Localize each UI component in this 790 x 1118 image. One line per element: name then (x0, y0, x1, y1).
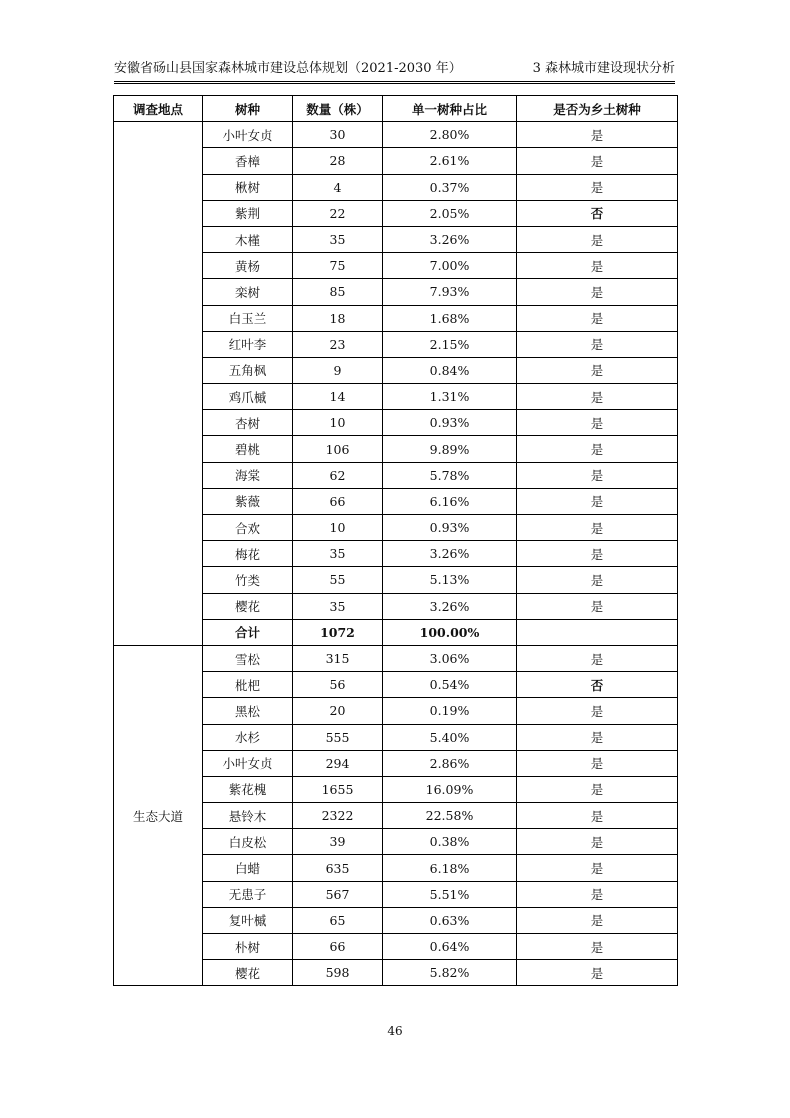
share-cell: 5.40% (383, 724, 517, 750)
share-cell: 0.38% (383, 829, 517, 855)
share-cell: 0.93% (383, 410, 517, 436)
survey-site-cell: 生态大道 (114, 645, 203, 985)
native-cell: 是 (517, 881, 678, 907)
table-row (114, 645, 678, 671)
species-cell: 鸡爪槭 (203, 384, 293, 410)
share-cell: 3.06% (383, 645, 517, 671)
share-cell: 3.26% (383, 593, 517, 619)
count-cell: 598 (293, 960, 383, 986)
species-cell: 无患子 (203, 881, 293, 907)
species-cell: 白玉兰 (203, 305, 293, 331)
share-cell: 3.26% (383, 541, 517, 567)
native-cell: 是 (517, 567, 678, 593)
share-cell: 0.93% (383, 515, 517, 541)
native-cell: 是 (517, 960, 678, 986)
share-cell: 0.63% (383, 907, 517, 933)
share-cell: 0.37% (383, 174, 517, 200)
page-number: 46 (387, 1024, 403, 1038)
native-cell: 是 (517, 907, 678, 933)
species-cell: 海棠 (203, 462, 293, 488)
table-header-row (114, 96, 678, 122)
share-cell: 5.13% (383, 567, 517, 593)
count-cell: 315 (293, 645, 383, 671)
native-cell: 是 (517, 174, 678, 200)
native-cell: 是 (517, 515, 678, 541)
count-cell: 28 (293, 148, 383, 174)
count-cell: 635 (293, 855, 383, 881)
share-cell: 2.80% (383, 122, 517, 148)
share-cell: 3.26% (383, 226, 517, 252)
count-cell: 2322 (293, 803, 383, 829)
column-header: 树种 (203, 96, 293, 122)
native-cell: 是 (517, 305, 678, 331)
native-cell: 否 (517, 200, 678, 226)
count-cell: 106 (293, 436, 383, 462)
native-cell: 是 (517, 410, 678, 436)
species-cell: 红叶李 (203, 331, 293, 357)
count-cell: 66 (293, 934, 383, 960)
column-header: 是否为乡土树种 (517, 96, 678, 122)
count-cell: 65 (293, 907, 383, 933)
count-cell: 85 (293, 279, 383, 305)
species-cell: 白蜡 (203, 855, 293, 881)
native-cell: 是 (517, 122, 678, 148)
native-cell: 是 (517, 148, 678, 174)
count-cell: 10 (293, 410, 383, 436)
share-cell: 9.89% (383, 436, 517, 462)
native-cell: 是 (517, 803, 678, 829)
native-cell: 是 (517, 488, 678, 514)
share-cell: 0.19% (383, 698, 517, 724)
species-cell: 五角枫 (203, 357, 293, 383)
count-cell: 30 (293, 122, 383, 148)
native-cell: 是 (517, 829, 678, 855)
share-cell: 0.54% (383, 672, 517, 698)
count-cell: 567 (293, 881, 383, 907)
species-cell: 杏树 (203, 410, 293, 436)
count-cell: 35 (293, 541, 383, 567)
share-cell: 5.51% (383, 881, 517, 907)
share-cell: 7.00% (383, 253, 517, 279)
count-cell: 66 (293, 488, 383, 514)
share-cell: 7.93% (383, 279, 517, 305)
tree-survey-table (113, 95, 678, 986)
count-cell: 39 (293, 829, 383, 855)
species-cell: 复叶槭 (203, 907, 293, 933)
species-cell: 栾树 (203, 279, 293, 305)
species-cell: 梅花 (203, 541, 293, 567)
native-cell: 是 (517, 750, 678, 776)
species-cell: 樱花 (203, 960, 293, 986)
native-cell: 是 (517, 436, 678, 462)
share-cell: 1.31% (383, 384, 517, 410)
column-header: 单一树种占比 (383, 96, 517, 122)
species-cell: 雪松 (203, 645, 293, 671)
share-cell: 2.05% (383, 200, 517, 226)
species-cell: 水杉 (203, 724, 293, 750)
count-cell: 55 (293, 567, 383, 593)
survey-site-cell (114, 122, 203, 646)
share-cell: 0.84% (383, 357, 517, 383)
total-count-cell: 1072 (293, 619, 383, 645)
share-cell: 5.82% (383, 960, 517, 986)
count-cell: 4 (293, 174, 383, 200)
native-cell: 是 (517, 593, 678, 619)
table-row (114, 122, 678, 148)
count-cell: 75 (293, 253, 383, 279)
count-cell: 56 (293, 672, 383, 698)
species-cell: 悬铃木 (203, 803, 293, 829)
species-cell: 紫薇 (203, 488, 293, 514)
count-cell: 14 (293, 384, 383, 410)
species-cell: 紫花槐 (203, 776, 293, 802)
native-cell: 是 (517, 541, 678, 567)
total-label-cell: 合计 (203, 619, 293, 645)
count-cell: 23 (293, 331, 383, 357)
native-cell: 是 (517, 645, 678, 671)
count-cell: 9 (293, 357, 383, 383)
species-cell: 黑松 (203, 698, 293, 724)
count-cell: 1655 (293, 776, 383, 802)
species-cell: 竹类 (203, 567, 293, 593)
count-cell: 62 (293, 462, 383, 488)
species-cell: 小叶女贞 (203, 750, 293, 776)
count-cell: 35 (293, 593, 383, 619)
share-cell: 6.18% (383, 855, 517, 881)
share-cell: 2.86% (383, 750, 517, 776)
species-cell: 合欢 (203, 515, 293, 541)
species-cell: 黄杨 (203, 253, 293, 279)
count-cell: 10 (293, 515, 383, 541)
native-cell: 是 (517, 462, 678, 488)
count-cell: 555 (293, 724, 383, 750)
count-cell: 18 (293, 305, 383, 331)
share-cell: 22.58% (383, 803, 517, 829)
native-cell: 是 (517, 357, 678, 383)
share-cell: 6.16% (383, 488, 517, 514)
native-cell: 是 (517, 279, 678, 305)
share-cell: 0.64% (383, 934, 517, 960)
species-cell: 樱花 (203, 593, 293, 619)
document-title: 安徽省砀山县国家森林城市建设总体规划（2021-2030 年） (114, 61, 462, 76)
count-cell: 22 (293, 200, 383, 226)
share-cell: 2.15% (383, 331, 517, 357)
column-header: 数量（株） (293, 96, 383, 122)
native-cell: 是 (517, 724, 678, 750)
species-cell: 白皮松 (203, 829, 293, 855)
species-cell: 枇杷 (203, 672, 293, 698)
total-share-cell: 100.00% (383, 619, 517, 645)
native-cell: 是 (517, 855, 678, 881)
native-cell: 否 (517, 672, 678, 698)
species-cell: 碧桃 (203, 436, 293, 462)
species-cell: 木槿 (203, 226, 293, 252)
species-cell: 朴树 (203, 934, 293, 960)
species-cell: 小叶女贞 (203, 122, 293, 148)
native-cell: 是 (517, 698, 678, 724)
native-cell: 是 (517, 331, 678, 357)
share-cell: 5.78% (383, 462, 517, 488)
native-cell: 是 (517, 934, 678, 960)
header-rule (114, 81, 675, 84)
total-native-cell (517, 619, 678, 645)
running-header (114, 58, 675, 80)
species-cell: 紫荆 (203, 200, 293, 226)
share-cell: 16.09% (383, 776, 517, 802)
share-cell: 1.68% (383, 305, 517, 331)
count-cell: 294 (293, 750, 383, 776)
species-cell: 香樟 (203, 148, 293, 174)
table-body (114, 122, 678, 986)
section-title: 3 森林城市建设现状分析 (532, 61, 675, 76)
count-cell: 35 (293, 226, 383, 252)
native-cell: 是 (517, 226, 678, 252)
native-cell: 是 (517, 253, 678, 279)
share-cell: 2.61% (383, 148, 517, 174)
species-cell: 楸树 (203, 174, 293, 200)
native-cell: 是 (517, 776, 678, 802)
column-header: 调查地点 (114, 96, 203, 122)
count-cell: 20 (293, 698, 383, 724)
native-cell: 是 (517, 384, 678, 410)
